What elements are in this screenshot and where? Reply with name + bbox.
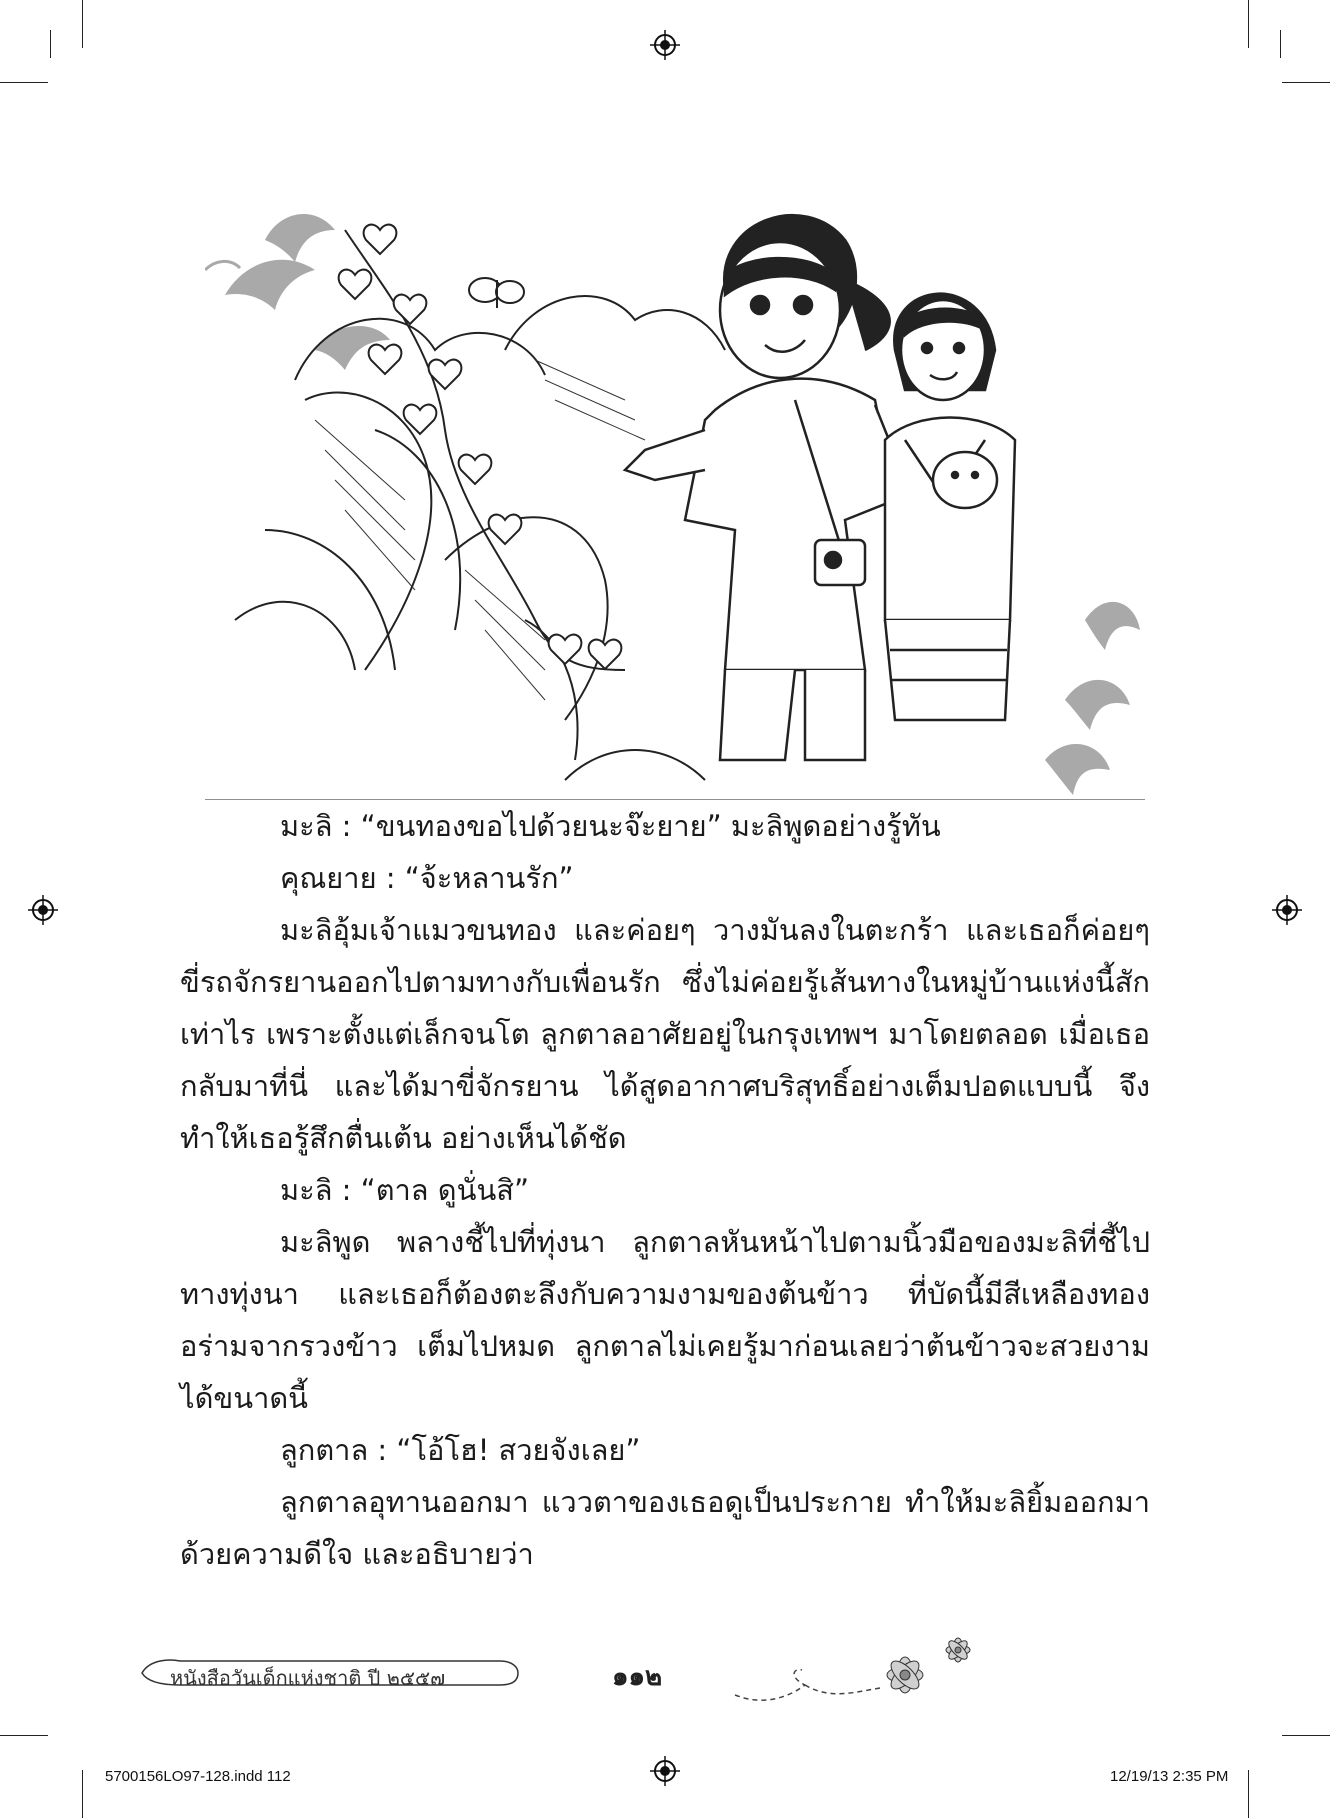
story-paragraph: ลูกตาล : “โอ้โฮ! สวยจังเลย” [280, 1433, 641, 1467]
flower-ornament [730, 1630, 990, 1720]
crop-mark [1282, 82, 1330, 83]
page-number: ๑๑๒ [612, 1662, 663, 1692]
crop-mark [82, 0, 83, 48]
crop-mark [82, 1770, 83, 1818]
girl-mali [625, 215, 925, 760]
crop-mark [1282, 1735, 1330, 1736]
book-title: หนังสือวันเด็กแห่งชาติ ปี ๒๕๕๗ [170, 1666, 446, 1690]
girl-luktan [885, 294, 1015, 720]
story-paragraph: คุณยาย : “จ้ะหลานรัก” [280, 861, 574, 895]
crop-mark [0, 82, 48, 83]
crop-mark [1248, 0, 1249, 48]
registration-mark-icon [1272, 895, 1302, 925]
story-text [180, 800, 1150, 1580]
story-paragraph: มะลิพูด พลางชี้ไปที่ทุ่งนา ลูกตาลหันหน้าไปตามนิ้วมือของมะลิที่ชี้ไปทางทุ่งนา และเธอก็ต้องตะลึงกับความงามของต้นข้าว ที่บัดนี้มีสีเหลืองทองอร่ามจากรวงข้าว เต็มไปหมด ลูกตาลไม่เคยรู้มาก่อนเลยว่าต้นข้าวจะสวยงามได้ขนาดนี้ [180, 1225, 1150, 1415]
registration-mark-icon [650, 30, 680, 60]
crop-mark [0, 1735, 48, 1736]
slug-datetime: 12/19/13 2:35 PM [1110, 1768, 1229, 1785]
slug-filename: 5700156LO97-128.indd 112 [105, 1768, 291, 1785]
ornament-right [1045, 602, 1140, 795]
story-paragraph: มะลิอุ้มเจ้าแมวขนทอง และค่อยๆ วางมันลงในตะกร้า และเธอก็ค่อยๆ ขี่รถจักรยานออกไปตามทางกับเพื่อนรัก ซึ่งไม่ค่อยรู้เส้นทางในหมู่บ้านแห่งนี้สักเท่าไร เพราะตั้งแต่เล็กจนโต ลูกตาลอาศัยอยู่ในกรุงเทพฯ มาโดยตลอด เมื่อเธอกลับมาที่นี่ และได้มาขี่จักรยาน ได้สูดอากาศบริสุทธิ์อย่างเต็มปอดแบบนี้ จึงทำให้เธอรู้สึกตื่นเต้น อย่างเห็นได้ชัด [180, 913, 1150, 1155]
butterfly [469, 278, 524, 308]
crop-mark [1280, 30, 1281, 58]
crop-mark [1248, 1770, 1249, 1818]
story-illustration [205, 200, 1145, 800]
registration-mark-icon [28, 895, 58, 925]
crop-mark [50, 30, 51, 58]
story-paragraph: ลูกตาลอุทานออกมา แววตาของเธอดูเป็นประกาย ทำให้มะลิยิ้มออกมา ด้วยความดีใจ และอธิบายว่า [180, 1485, 1150, 1571]
registration-mark-icon [650, 1756, 680, 1786]
story-paragraph: มะลิ : “ขนทองขอไปด้วยนะจ๊ะยาย” มะลิพูดอย่างรู้ทัน [280, 809, 941, 843]
story-paragraph: มะลิ : “ตาล ดูนั่นสิ” [280, 1173, 530, 1207]
